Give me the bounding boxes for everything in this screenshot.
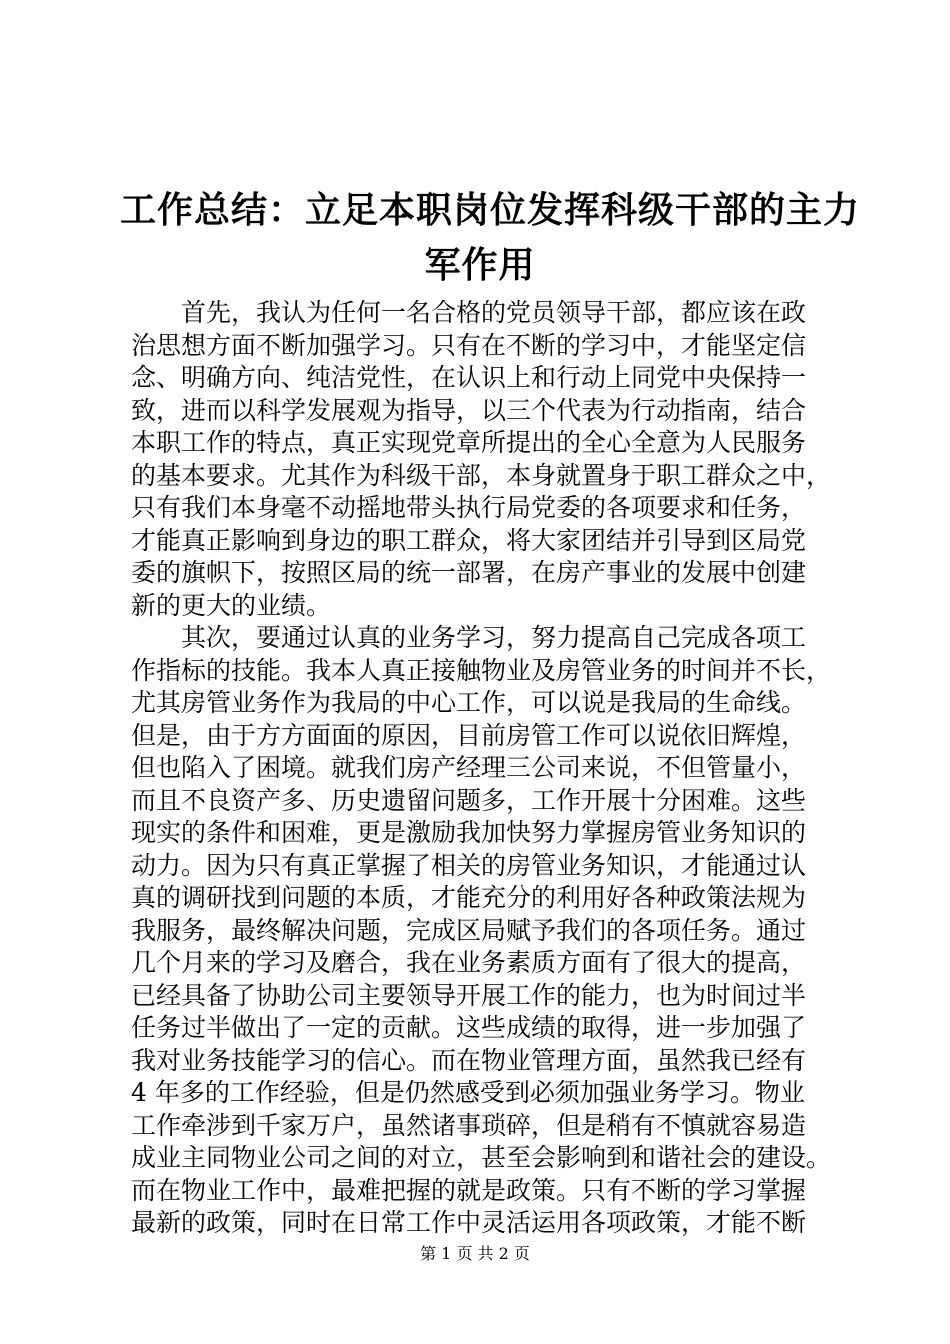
body-line: 而且不良资产多、历史遗留问题多，工作开展十分困难。这些 [131,785,807,815]
page-footer: 第 1 页 共 2 页 [420,1244,530,1263]
body-line: 已经具备了协助公司主要领导开展工作的能力，也为时间过半 [131,980,807,1010]
body-line: 最新的政策，同时在日常工作中灵活运用各项政策，才能不断 [131,1208,807,1237]
body-line: 我服务，最终解决问题，完成区局赋予我们的各项任务。通过 [131,915,807,945]
body-line: 现实的条件和困难，更是激励我加快努力掌握房管业务知识的 [131,818,807,847]
body-line: 其次，要通过认真的业务学习，努力提高自己完成各项工 [181,623,807,652]
body-line: 但是，由于方方面面的原因，目前房管工作可以说依旧辉煌， [131,720,807,750]
body-line: 但也陷入了困境。就我们房产经理三公司来说，不但管量小， [131,753,807,782]
body-line: 动力。因为只有真正掌握了相关的房管业务知识，才能通过认 [131,850,807,880]
body-line: 念、明确方向、纯洁党性，在认识上和行动上同党中央保持一 [131,363,807,392]
body-line: 尤其房管业务作为我局的中心工作，可以说是我局的生命线。 [131,688,807,717]
body-line: 只有我们本身毫不动摇地带头执行局党委的各项要求和任务， [131,493,807,522]
body-line: 成业主同物业公司之间的对立，甚至会影响到和谐社会的建设。 [131,1143,832,1172]
body-line: 作指标的技能。我本人真正接触物业及房管业务的时间并不长， [131,655,832,685]
body-line: 本职工作的特点，真正实现党章所提出的全心全意为人民服务 [131,428,807,457]
body-line: 我对业务技能学习的信心。而在物业管理方面，虽然我已经有 [131,1045,807,1075]
body-line: 才能真正影响到身边的职工群众，将大家团结并引导到区局党 [131,525,807,555]
document-body [131,297,836,1240]
body-line: 而在物业工作中，最难把握的就是政策。只有不断的学习掌握 [131,1175,807,1205]
body-line: 真的调研找到问题的本质，才能充分的利用好各种政策法规为 [131,883,807,912]
body-line: 委的旗帜下，按照区局的统一部署，在房产事业的发展中创建 [131,558,807,587]
body-line: 致，进而以科学发展观为指导，以三个代表为行动指南，结合 [131,395,807,425]
document-title-line-2: 军作用 [424,244,536,286]
body-line: 4 年多的工作经验，但是仍然感受到必须加强业务学习。物业 [131,1078,805,1107]
body-line: 的基本要求。尤其作为科级干部，本身就置身于职工群众之中， [131,460,832,490]
body-line: 工作牵涉到千家万户，虽然诸事琐碎，但是稍有不慎就容易造 [131,1110,807,1140]
body-line: 几个月来的学习及磨合，我在业务素质方面有了很大的提高， [131,948,807,977]
body-line: 治思想方面不断加强学习。只有在不断的学习中，才能坚定信 [131,330,807,360]
document-title-line-1: 工作总结：立足本职岗位发挥科级干部的主力 [120,189,861,231]
body-line: 任务过半做出了一定的贡献。这些成绩的取得，进一步加强了 [131,1013,807,1042]
body-line: 新的更大的业绩。 [131,590,332,620]
body-line: 首先，我认为任何一名合格的党员领导干部，都应该在政 [181,298,807,327]
